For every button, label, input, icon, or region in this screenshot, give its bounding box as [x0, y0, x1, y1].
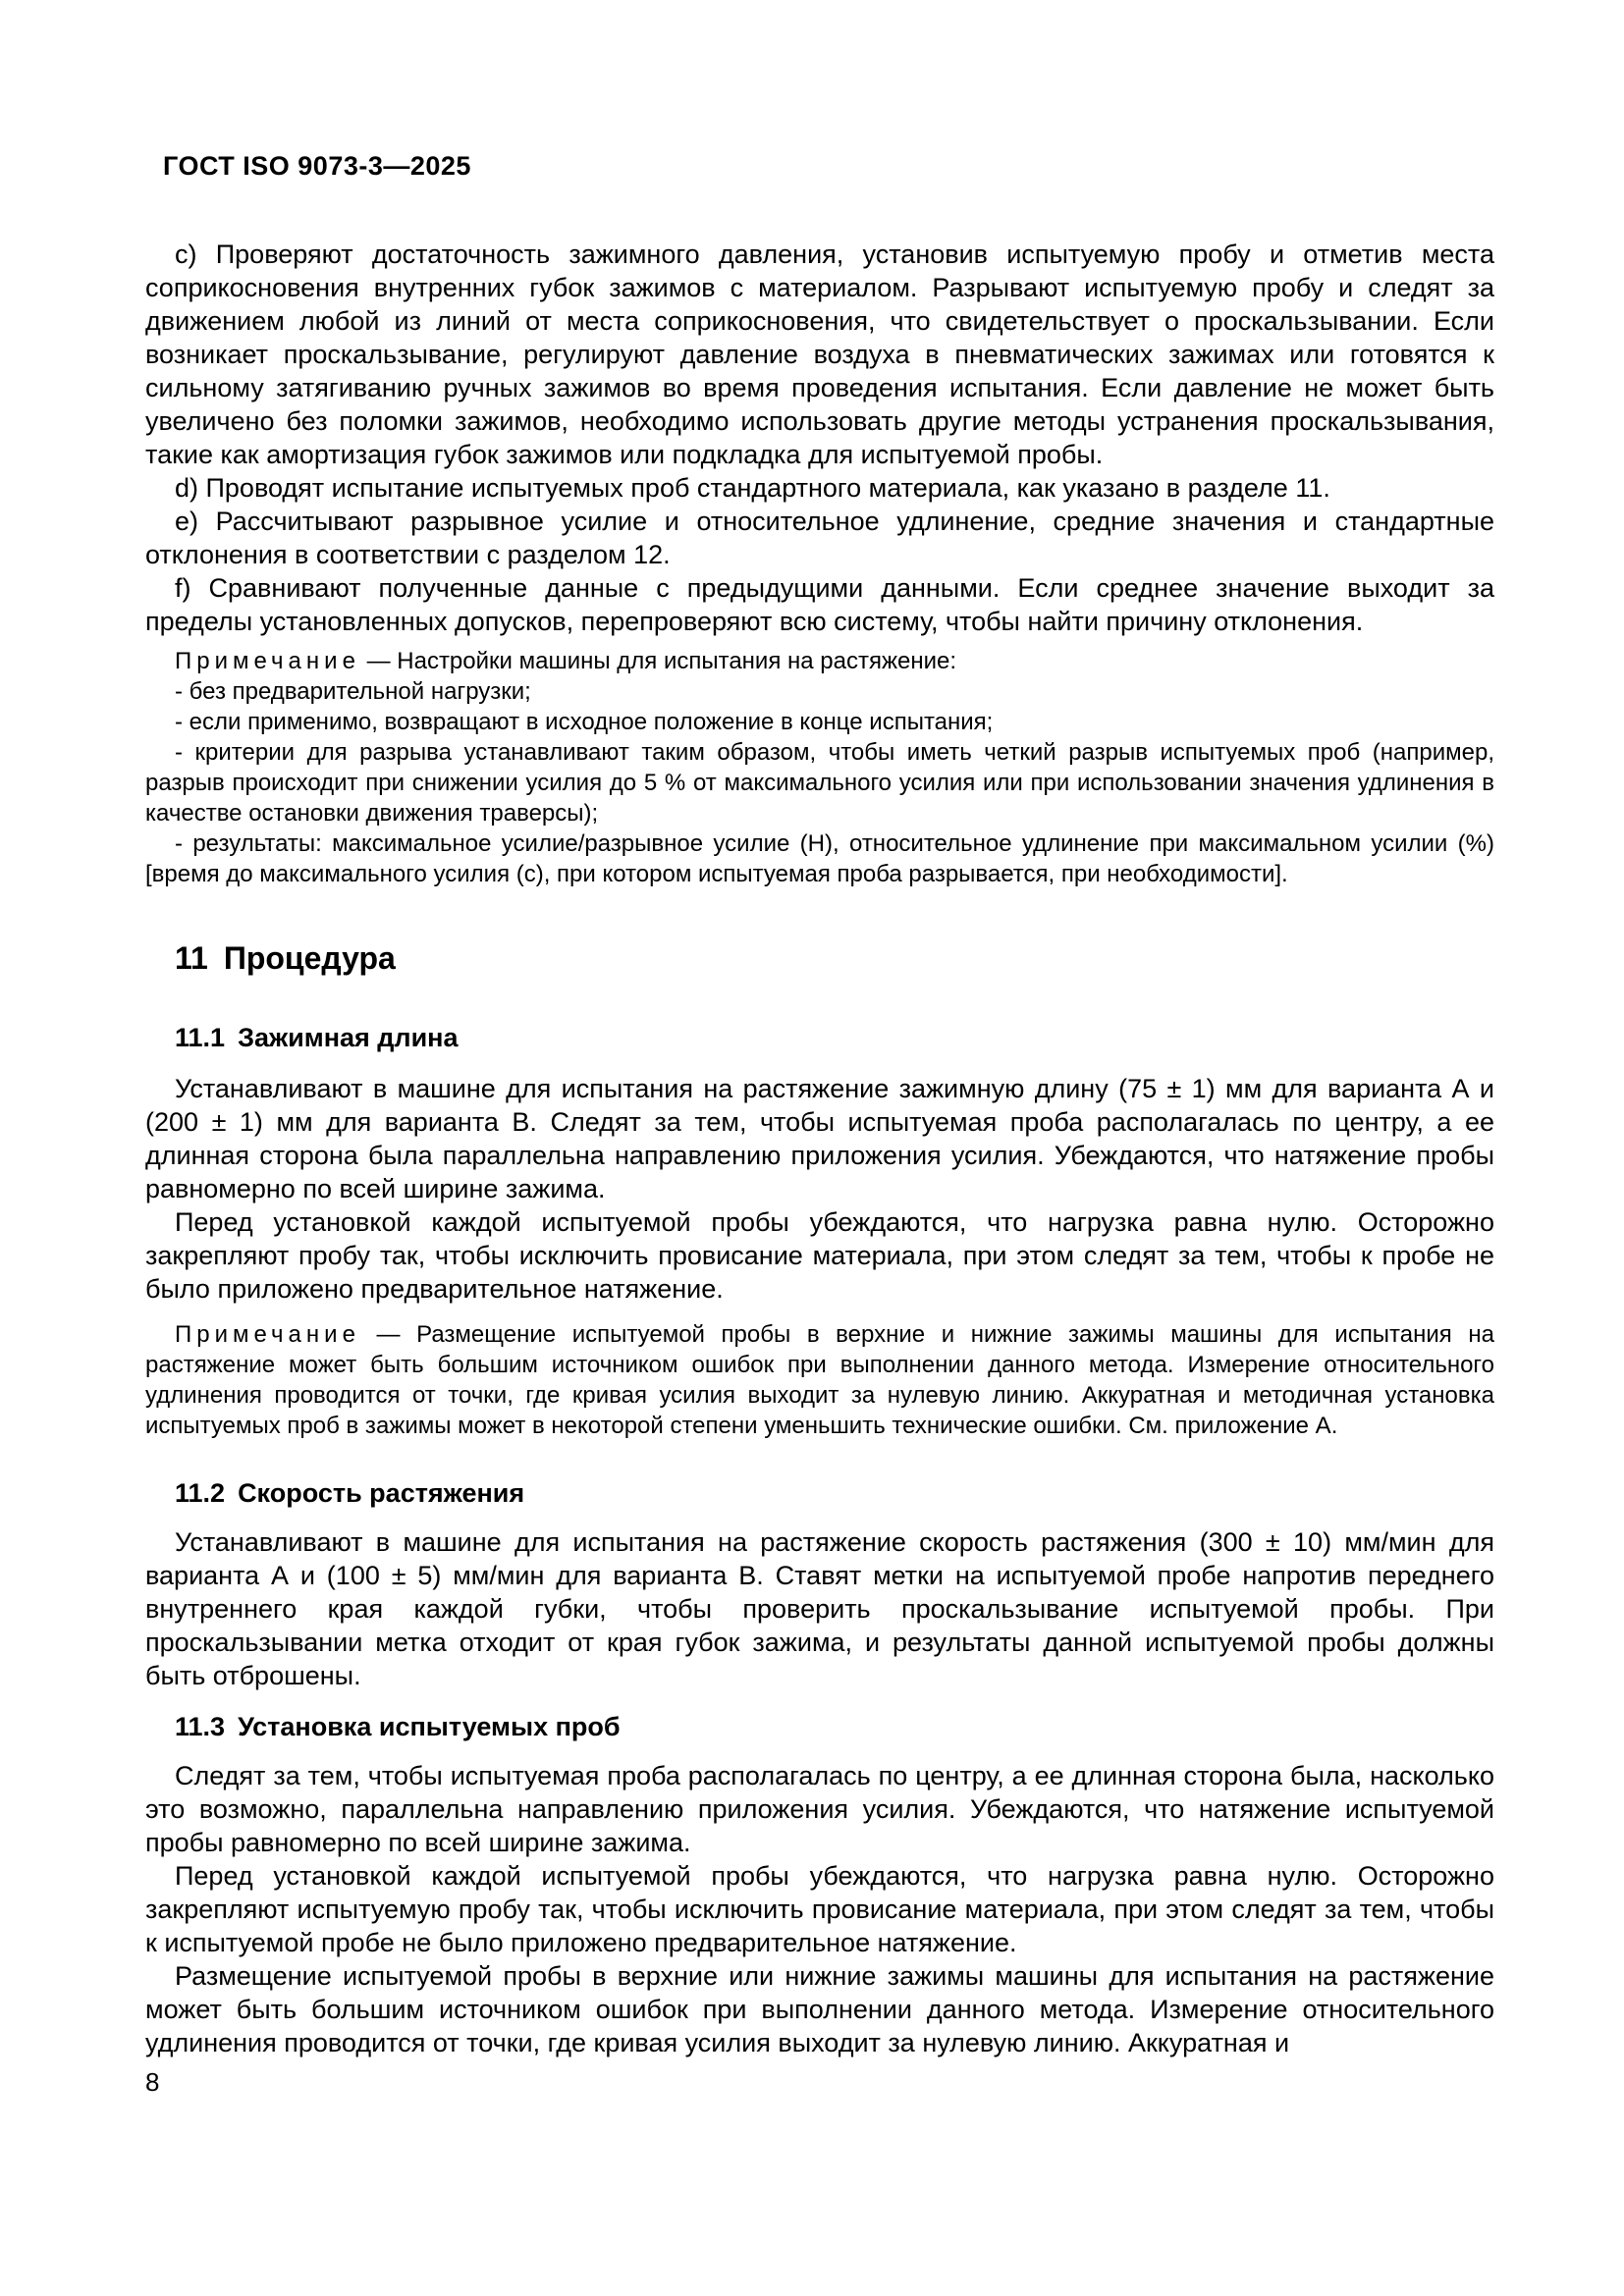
- note-1-item: - критерии для разрыва устанавливают таким образом, чтобы иметь четкий разрыв испытуемых проб (например, разрыв происходит при снижении усилия до 5 % от максимального усилия или при использовании значения удлинения в качестве остановки движения траверсы);: [145, 739, 1494, 827]
- note-2-label: Примечание: [175, 1321, 360, 1348]
- document-content: [145, 152, 1494, 2059]
- subsection-11-2-title: Скорость растяжения: [238, 1478, 525, 1508]
- subsection-11-3-para-3: Размещение испытуемой пробы в верхние или нижние зажимы машины для испытания на растяжение может быть большим источником ошибок при выполнении данного метода. Измерение относительного удлинения проводится от точки, где кривая усилия выходит за нулевую линию. Аккуратная и: [145, 1961, 1494, 2057]
- subsection-11-2-para-1: Устанавливают в машине для испытания на растяжение скорость растяжения (300 ± 10) мм/мин для варианта А и (100 ± 5) мм/мин для варианта В. Ставят метки на испытуемой пробе напротив переднего внутреннего края каждой губки, чтобы проверить проскальзывание испытуемой пробы. При проскальзывании метка отходит от края губок зажима, и результаты данной испытуемой пробы должны быть отброшены.: [145, 1527, 1494, 1690]
- subsection-11-1-number: 11.1: [175, 1023, 226, 1052]
- subsection-11-1-title: Зажимная длина: [238, 1023, 459, 1052]
- page-number: 8: [145, 2067, 160, 2097]
- subsection-11-2-heading: [175, 1478, 1494, 1508]
- calibration-step-e: e) Рассчитывают разрывное усилие и относительное удлинение, средние значения и стандартные отклонения в соответствии с разделом 12.: [145, 507, 1494, 569]
- standard-designation: ГОСТ ISO 9073-3—2025: [163, 151, 471, 181]
- subsection-11-2-number: 11.2: [175, 1478, 226, 1508]
- subsection-11-3-title: Установка испытуемых проб: [238, 1712, 621, 1741]
- subsection-11-1-heading: [175, 1023, 1494, 1052]
- subsection-11-3-para-1: Следят за тем, чтобы испытуемая проба располагалась по центру, а ее длинная сторона была, насколько это возможно, параллельна направлению приложения усилия. Убеждаются, что натяжение испытуемой пробы равномерно по всей ширине зажима.: [145, 1761, 1494, 1857]
- note-1-item: - если применимо, возвращают в исходное положение в конце испытания;: [175, 709, 994, 735]
- section-11-title: Процедура: [223, 940, 396, 976]
- note-1-item: - результаты: максимальное усилие/разрывное усилие (Н), относительное удлинение при максимальном усилии (%) [время до максимального усилия (с), при котором испытуемая проба разрывается, при необходимости].: [145, 830, 1494, 887]
- note-2: [145, 1319, 1494, 1441]
- section-11-heading: [175, 940, 1494, 976]
- note-1-label: Примечание: [175, 648, 360, 674]
- subsection-11-3-number: 11.3: [175, 1712, 226, 1741]
- subsection-11-1-para-1: Устанавливают в машине для испытания на растяжение зажимную длину (75 ± 1) мм для варианта А и (200 ± 1) мм для варианта В. Следят за тем, чтобы испытуемая проба располагалась по центру, а ее длинная сторона была параллельна направлению приложения усилия. Убеждаются, что натяжение пробы равномерно по всей ширине зажима.: [145, 1074, 1494, 1203]
- subsection-11-3-para-2: Перед установкой каждой испытуемой пробы убеждаются, что нагрузка равна нулю. Осторожно закрепляют испытуемую пробу так, чтобы исключить провисание материала, при этом следят за тем, чтобы к испытуемой пробе не было приложено предварительное натяжение.: [145, 1861, 1494, 1957]
- subsection-11-1-para-2: Перед установкой каждой испытуемой пробы убеждаются, что нагрузка равна нулю. Осторожно закрепляют пробу так, чтобы исключить провисание материала, при этом следят за тем, чтобы к пробе не было приложено предварительное натяжение.: [145, 1207, 1494, 1304]
- note-1-intro: [145, 646, 1494, 676]
- calibration-step-d: d) Проводят испытание испытуемых проб стандартного материала, как указано в разделе 11.: [175, 473, 1330, 503]
- note-2-body: — Размещение испытуемой пробы в верхние и нижние зажимы машины для испытания на растяжение может быть большим источником ошибок при выполнении данного метода. Измерение относительного удлинения проводится от точки, где кривая усилия выходит за нулевую линию. Аккуратная и методичная установка испытуемых проб в зажимы может в некоторой степени уменьшить технические ошибки. См. приложение А.: [145, 1321, 1494, 1439]
- note-1-intro-text: — Настройки машины для испытания на растяжение:: [359, 648, 957, 674]
- subsection-11-3-heading: [175, 1712, 1494, 1741]
- note-2-text: [145, 1319, 1494, 1441]
- note-1: [145, 646, 1494, 889]
- calibration-step-f: f) Сравнивают полученные данные с предыдущими данными. Если среднее значение выходит за пределы установленных допусков, перепроверяют всю систему, чтобы найти причину отклонения.: [145, 573, 1494, 636]
- section-11-number: 11: [175, 940, 208, 976]
- calibration-step-c: c) Проверяют достаточность зажимного давления, установив испытуемую пробу и отметив места соприкосновения внутренних губок зажимов с материалом. Разрывают испытуемую пробу и следят за движением любой из линий от места соприкосновения, что свидетельствует о проскальзывании. Если возникает проскальзывание, регулируют давление воздуха в пневматических зажимах или готовятся к сильному затягиванию ручных зажимов во время проведения испытания. Если давление не может быть увеличено без поломки зажимов, необходимо использовать другие методы устранения проскальзывания, такие как амортизация губок зажимов или подкладка для испытуемой пробы.: [145, 240, 1494, 469]
- note-1-item: - без предварительной нагрузки;: [175, 678, 531, 705]
